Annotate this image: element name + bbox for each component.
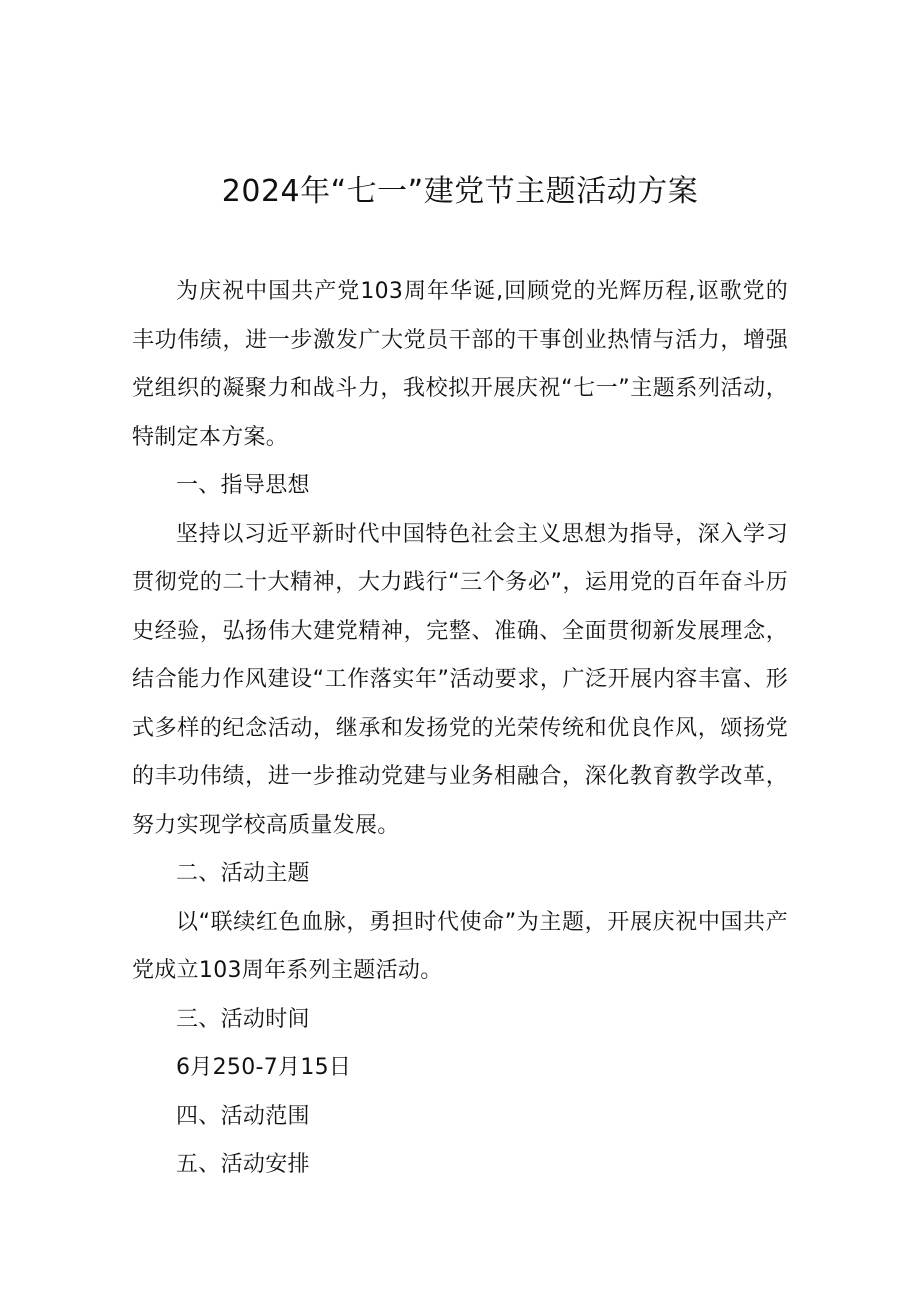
section-heading-activity-theme: 二、活动主题: [176, 861, 310, 886]
intro-paragraph: 为庆祝中国共产党103周年华诞,回顾党的光辉历程,讴歌党的丰功伟绩，进一步激发广大党员干部的干事创业热情与活力，增强党组织的凝聚力和战斗力，我校拟开展庆祝“七一”主题系列活动，特制定本方案。: [132, 279, 788, 450]
section-body-activity-theme: 以“联续红色血脉，勇担时代使命”为主题，开展庆祝中国共产党成立103周年系列主题活动。: [132, 909, 788, 983]
section-heading-guiding-ideology: 一、指导思想: [176, 473, 310, 498]
section-heading-activity-arrangement: 五、活动安排: [176, 1152, 310, 1177]
document-title: 2024年“七一”建党节主题活动方案: [221, 174, 699, 209]
section-body-activity-time: 6月250-7月15日: [176, 1055, 352, 1080]
section-body-guiding-ideology: 坚持以习近平新时代中国特色社会主义思想为指导，深入学习贯彻党的二十大精神，大力践行“三个务必”，运用党的百年奋斗历史经验，弘扬伟大建党精神，完整、准确、全面贯彻新发展理念，结合能力作风建设“工作落实年”活动要求，广泛开展内容丰富、形式多样的纪念活动，继承和发扬党的光荣传统和优良作风，颂扬党的丰功伟绩，进一步推动党建与业务相融合，深化教育教学改革，努力实现学校高质量发展。: [132, 521, 788, 838]
section-heading-activity-time: 三、活动时间: [176, 1006, 310, 1032]
section-heading-activity-scope: 四、活动范围: [176, 1103, 310, 1129]
document-body: [132, 268, 788, 1190]
